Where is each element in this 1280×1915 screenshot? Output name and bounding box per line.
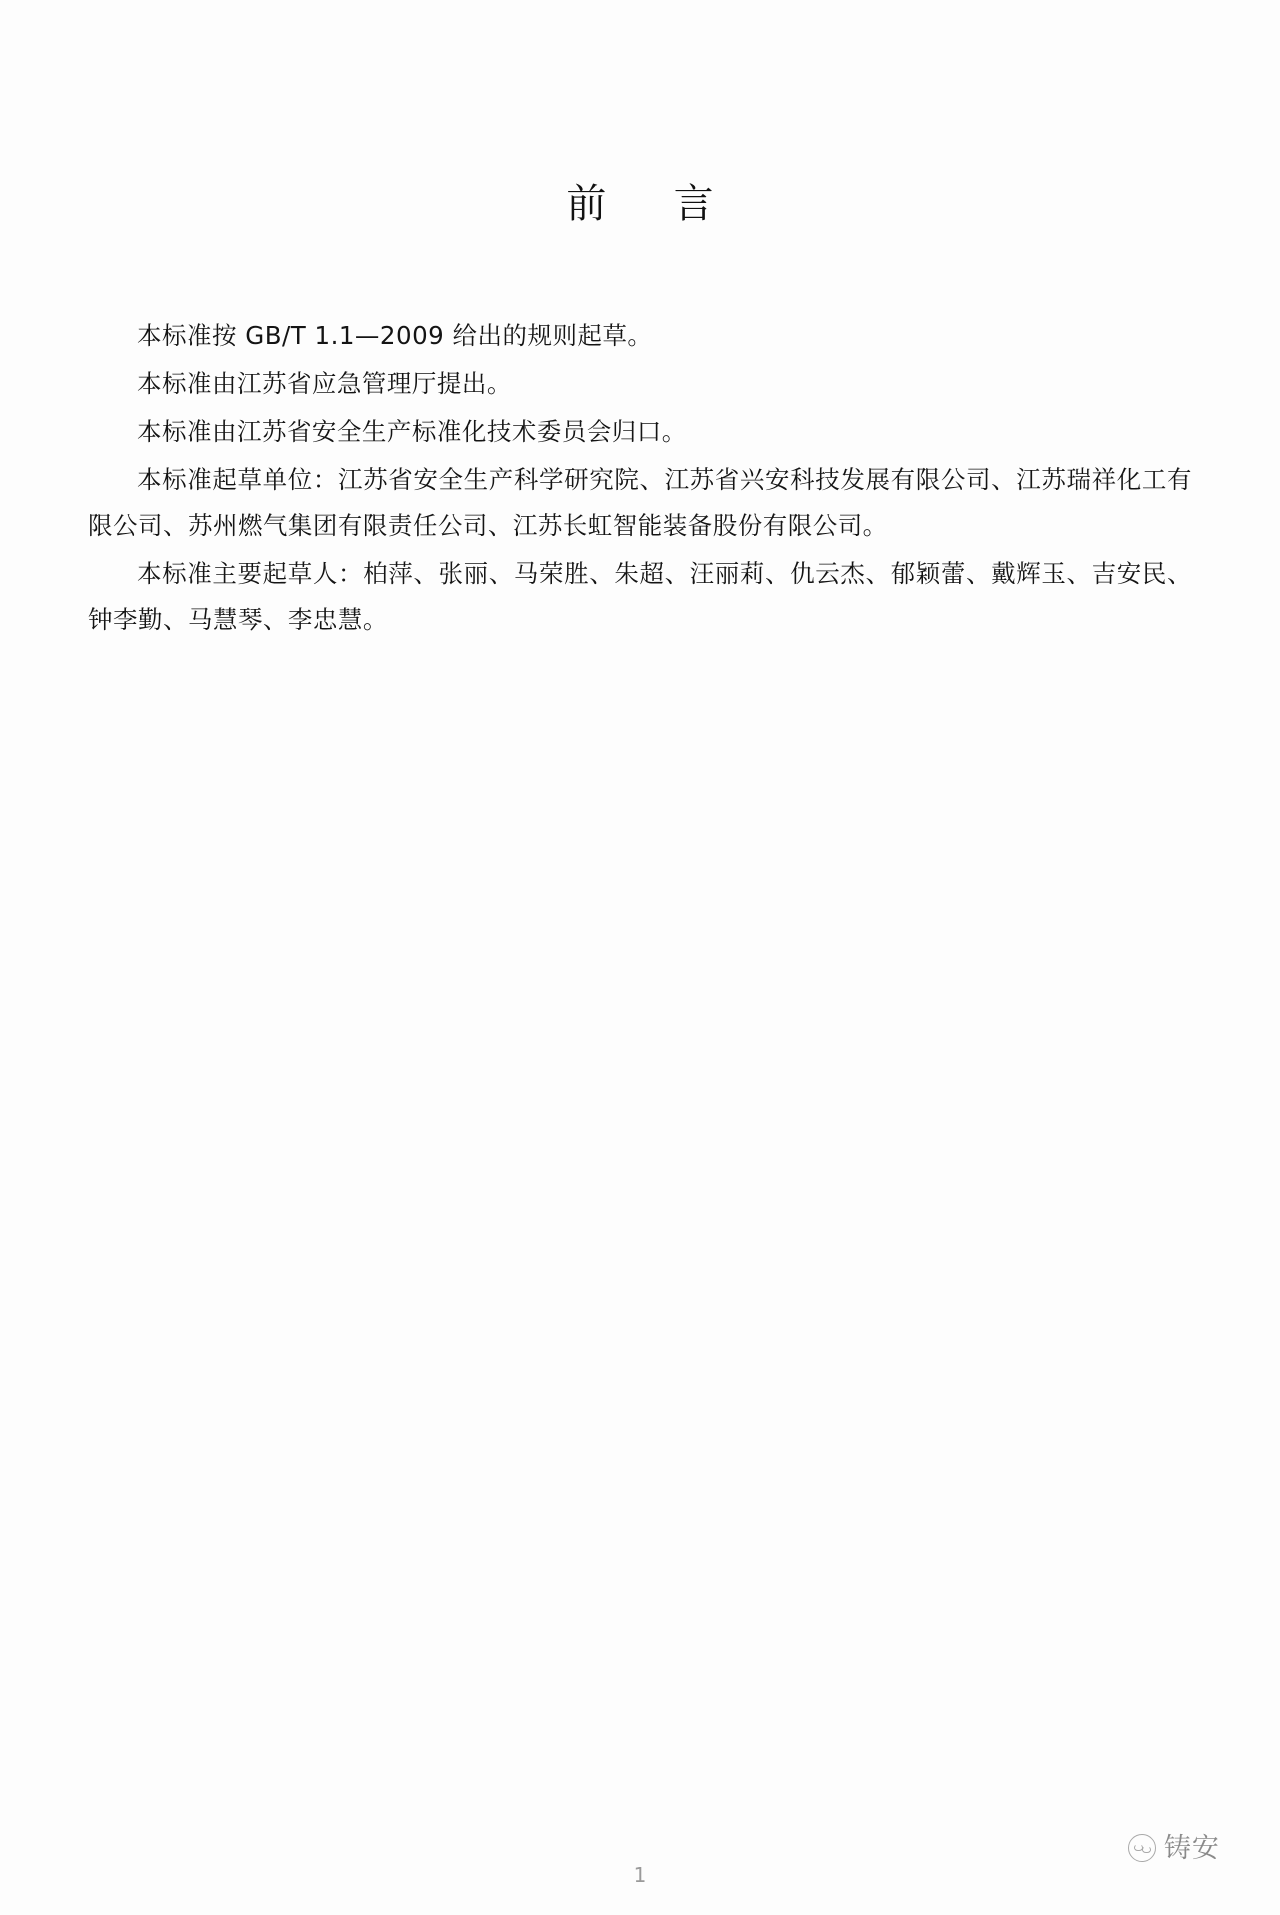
paragraph: 本标准按 GB/T 1.1—2009 给出的规则起草。 (137, 321, 653, 350)
paragraph: 本标准由江苏省应急管理厅提出。 (137, 369, 512, 399)
paragraph: 本标准主要起草人：柏萍、张丽、马荣胜、朱超、汪丽莉、仇云杰、郁颖蕾、戴辉玉、吉安民、钟李勤、马慧琴、李忠慧。 (88, 559, 1192, 635)
page-title: 前 言 (566, 181, 728, 227)
foreword-body (88, 313, 1192, 643)
stamp-mark (1128, 1834, 1220, 1862)
paragraph: 本标准由江苏省安全生产标准化技术委员会归口。 (137, 417, 687, 447)
stamp-label: 铸安 (1163, 1832, 1220, 1864)
wechat-logo-icon (1128, 1834, 1156, 1862)
paragraph: 本标准起草单位：江苏省安全生产科学研究院、江苏省兴安科技发展有限公司、江苏瑞祥化工有限公司、苏州燃气集团有限责任公司、江苏长虹智能装备股份有限公司。 (88, 465, 1192, 541)
page-number: 1 (633, 1863, 647, 1887)
page-content-area (88, 0, 1192, 1915)
